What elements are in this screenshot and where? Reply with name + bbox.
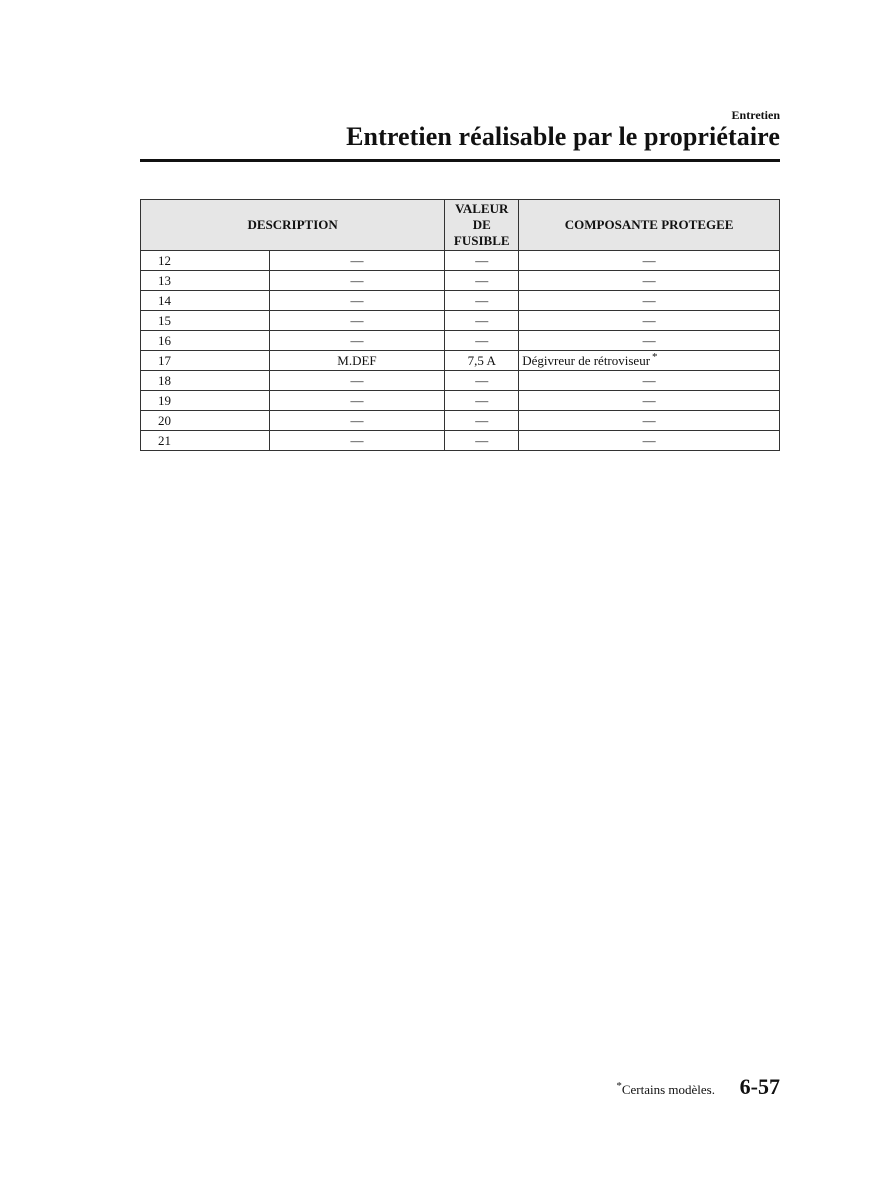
fuse-description-cell: — xyxy=(269,331,445,351)
fuse-number-cell: 13 xyxy=(141,271,270,291)
column-header-fuse-value-line-1: VALEUR xyxy=(455,201,509,216)
table-row xyxy=(141,431,780,451)
table-row xyxy=(141,331,780,351)
fuse-value-cell: — xyxy=(445,291,519,311)
protected-component-text: — xyxy=(642,373,656,388)
table-row xyxy=(141,351,780,371)
protected-component-text: — xyxy=(642,313,656,328)
table-header-row xyxy=(141,200,780,251)
fuse-description-cell: — xyxy=(269,251,445,271)
fuse-description-cell: — xyxy=(269,311,445,331)
fuse-value-cell: — xyxy=(445,411,519,431)
table-row xyxy=(141,251,780,271)
protected-component-cell xyxy=(519,271,780,291)
fuse-number-cell: 16 xyxy=(141,331,270,351)
page-title: Entretien réalisable par le propriétaire xyxy=(346,122,780,151)
fuse-value-cell: — xyxy=(445,431,519,451)
protected-component-cell xyxy=(519,411,780,431)
protected-component-cell xyxy=(519,311,780,331)
protected-component-text: Dégivreur de rétroviseur xyxy=(522,353,651,368)
fuse-value-cell: — xyxy=(445,331,519,351)
fuse-table-body xyxy=(141,251,780,451)
fuse-value-cell: — xyxy=(445,371,519,391)
fuse-description-cell: — xyxy=(269,391,445,411)
fuse-table xyxy=(140,199,780,451)
protected-component-cell xyxy=(519,431,780,451)
title-rule xyxy=(140,159,780,162)
page-number: 6-57 xyxy=(739,1074,780,1099)
protected-component-cell xyxy=(519,251,780,271)
protected-component-text: — xyxy=(642,293,656,308)
fuse-description-cell: — xyxy=(269,411,445,431)
section-label: Entretien xyxy=(731,108,780,122)
protected-component-cell xyxy=(519,391,780,411)
protected-component-text: — xyxy=(642,333,656,348)
protected-component-cell xyxy=(519,351,780,371)
fuse-value-cell: 7,5 A xyxy=(445,351,519,371)
fuse-number-cell: 14 xyxy=(141,291,270,311)
fuse-value-cell: — xyxy=(445,311,519,331)
fuse-value-cell: — xyxy=(445,251,519,271)
protected-component-text: — xyxy=(642,433,656,448)
column-header-description: DESCRIPTION xyxy=(141,200,445,251)
column-header-fuse-value xyxy=(445,200,519,251)
table-row xyxy=(141,311,780,331)
fuse-description-cell: — xyxy=(269,291,445,311)
protected-component-text: — xyxy=(642,273,656,288)
column-header-protected-component: COMPOSANTE PROTEGEE xyxy=(519,200,780,251)
fuse-number-cell: 21 xyxy=(141,431,270,451)
fuse-value-cell: — xyxy=(445,391,519,411)
fuse-description-cell: M.DEF xyxy=(269,351,445,371)
protected-component-text: — xyxy=(642,413,656,428)
protected-component-cell xyxy=(519,331,780,351)
table-row xyxy=(141,291,780,311)
fuse-description-cell: — xyxy=(269,371,445,391)
asterisk-mark: * xyxy=(652,351,658,363)
fuse-number-cell: 19 xyxy=(141,391,270,411)
protected-component-cell xyxy=(519,291,780,311)
fuse-value-cell: — xyxy=(445,271,519,291)
protected-component-text: — xyxy=(642,393,656,408)
footnote-text: Certains modèles. xyxy=(621,1082,715,1097)
fuse-number-cell: 17 xyxy=(141,351,270,371)
table-row xyxy=(141,371,780,391)
fuse-description-cell: — xyxy=(269,271,445,291)
column-header-fuse-value-line-3: FUSIBLE xyxy=(453,233,510,248)
table-row xyxy=(141,271,780,291)
column-header-fuse-value-line-2: DE xyxy=(472,217,491,232)
footnote-mark: * xyxy=(616,1080,622,1092)
protected-component-cell xyxy=(519,371,780,391)
table-row xyxy=(141,411,780,431)
fuse-number-cell: 20 xyxy=(141,411,270,431)
fuse-number-cell: 15 xyxy=(141,311,270,331)
protected-component-text: — xyxy=(642,253,656,268)
table-row xyxy=(141,391,780,411)
footnote xyxy=(616,1082,715,1098)
fuse-number-cell: 18 xyxy=(141,371,270,391)
fuse-description-cell: — xyxy=(269,431,445,451)
fuse-number-cell: 12 xyxy=(141,251,270,271)
